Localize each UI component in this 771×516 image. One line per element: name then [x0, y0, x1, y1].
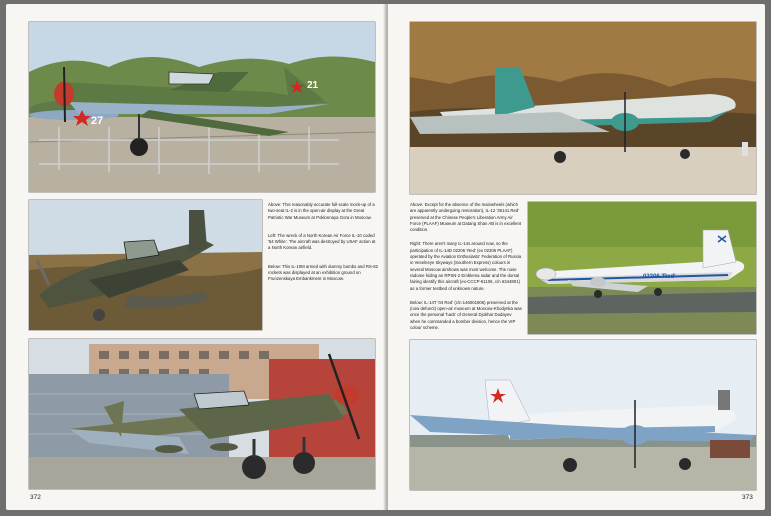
mock-up-tail-number: 21: [307, 80, 319, 91]
caption-below-left: Below: This IL-10M armed with dummy bombs and RS-82 rockets was displayed at an exhibition ground on Frunzenskaya Embankment in Moscow.: [268, 263, 379, 282]
photo-il14t-khodynka: [410, 340, 756, 490]
page-number-left: 372: [30, 494, 41, 501]
photo-il10m-exhibition: [29, 339, 375, 489]
photo-il14d-02206: [528, 202, 756, 334]
caption-block-left: [268, 202, 378, 289]
il14-fuselage-marking: 02206 'Red': [643, 274, 676, 280]
mock-up-nose-number: 27: [91, 115, 104, 127]
left-page: [6, 4, 385, 510]
page-number-right: 373: [742, 494, 753, 501]
photo-il2-mockup: [29, 22, 375, 192]
caption-left-left: Left: The wreck of a North Korean Air Force IL-10 coded '54 White'. The aircraft was destroyed by USAF action at a North Korean airfield.: [268, 232, 376, 251]
caption-block-right: [410, 202, 522, 337]
caption-right-right: Right: There aren't many IL-14s around now, so the participation of IL-14D 02206 'Red' (ex 02206 PLAAF) operated by the Aviation Enthusiasts' Federation of Russia in Veselneye Skyways (Southern Express) colours in several Moscow airshows was most welcome. The nose radome hiding an RPSN-2 Emblema radar and the dorsal fairing identify this aircraft (ex-CCCP-61106, c/n 6344801) as a former testbed of unknown nature.: [410, 241, 522, 291]
caption-below-right: Below: IL-14T '04 Red' (c/n 146001906) preserved at the (now defunct) open-air museum at Moscow-Khodynka was once the personal 'hack' of General Djokhar Dudayev when he commanded a bomber division, hence the VIP colour scheme.: [410, 299, 522, 331]
right-page: [388, 4, 765, 510]
photo-il10-wreck: [29, 200, 262, 330]
caption-above-left: Above: This reasonably accurate full-scale mock-up of a two-seat IL-2 is in the open-air display at the Great Patriotic War Museum at Poklonnaya Gora in Moscow.: [268, 202, 375, 220]
caption-above-right: Above: Except for the absence of the mainwheels (which are apparently undergoing restoration), IL-12 '35141 Red' preserved at the Chinese People's Liberation Army Air Force (PLAAF) Museum at Datang Shan AB is in excellent condition.: [410, 202, 522, 233]
photo-il12-plaaf: [410, 22, 756, 194]
